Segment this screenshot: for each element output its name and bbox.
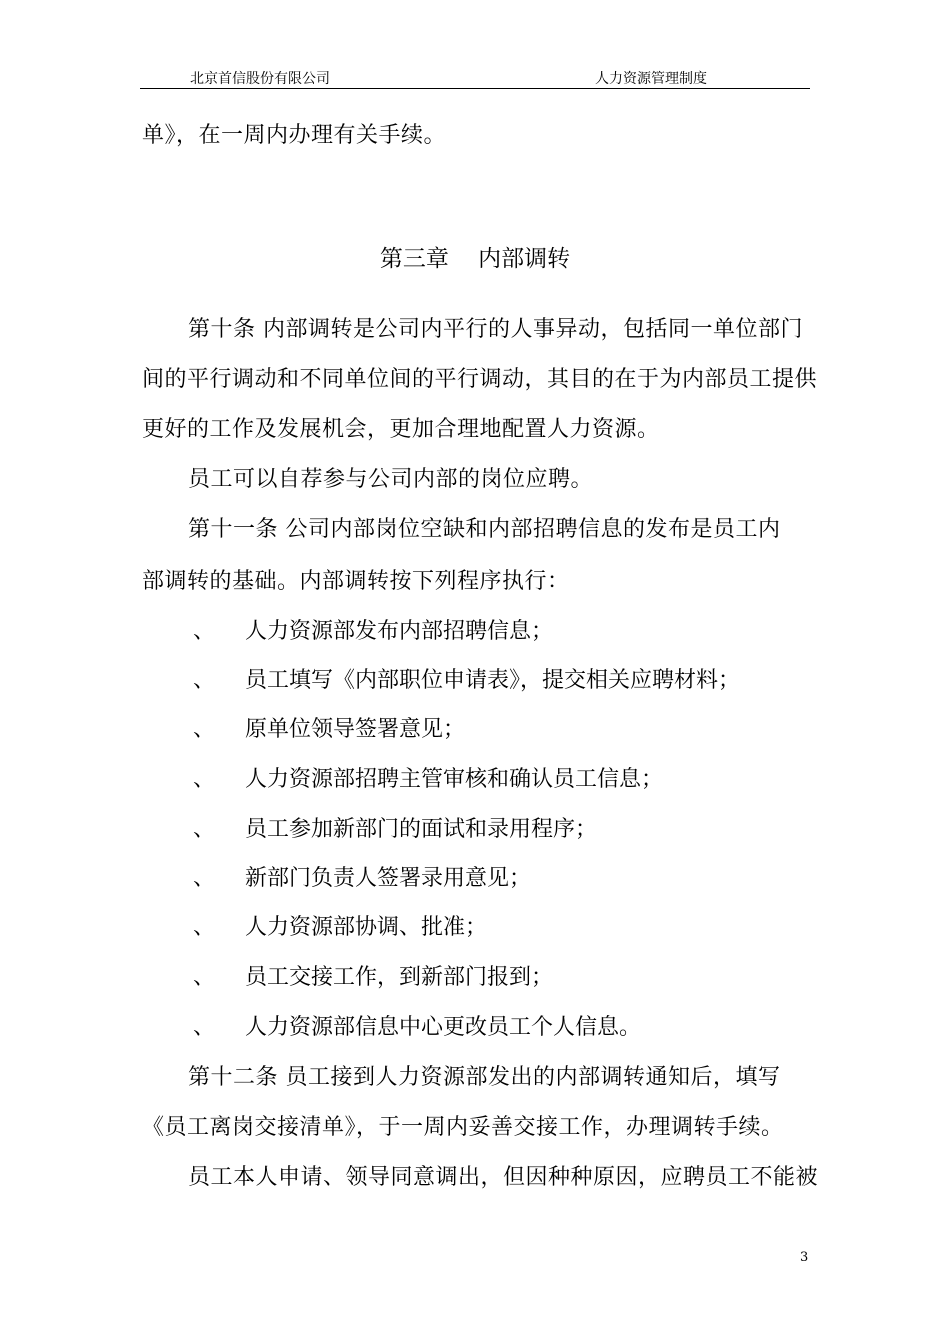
article-11-line-1: 第十一条 公司内部岗位空缺和内部招聘信息的发布是员工内 xyxy=(188,517,781,542)
procedure-step xyxy=(193,663,740,694)
procedure-step xyxy=(193,1010,641,1041)
paragraph-continuation: 单》，在一周内办理有关手续。 xyxy=(142,123,447,148)
step-text: 人力资源部信息中心更改员工个人信息。 xyxy=(245,1015,642,1040)
step-text: 员工参加新部门的面试和录用程序； xyxy=(245,817,598,842)
step-text: 员工交接工作，到新部门报到； xyxy=(245,965,554,990)
step-text: 人力资源部协调、批准； xyxy=(245,915,488,940)
final-paragraph: 员工本人申请、领导同意调出，但因种种原因，应聘员工不能被 xyxy=(188,1165,819,1190)
step-text: 人力资源部招聘主管审核和确认员工信息； xyxy=(245,767,664,792)
procedure-step xyxy=(193,910,487,941)
article-10-line-3: 更好的工作及发展机会，更加合理地配置人力资源。 xyxy=(142,417,660,442)
chapter-heading: 第三章 内部调转 xyxy=(379,246,571,272)
article-12-line-1: 第十二条 员工接到人力资源部发出的内部调转通知后，填写 xyxy=(188,1065,781,1090)
header-title: 人力资源管理制度 xyxy=(595,71,707,87)
article-10-line-1: 第十条 内部调转是公司内平行的人事异动，包括同一单位部门 xyxy=(188,317,803,342)
list-marker: 、 xyxy=(193,915,216,940)
step-text: 原单位领导签署意见； xyxy=(245,717,466,742)
page-number: 3 xyxy=(800,1250,809,1265)
page-header xyxy=(140,64,810,89)
procedure-step xyxy=(193,712,465,743)
procedure-step xyxy=(193,960,553,991)
procedure-step xyxy=(193,861,531,892)
article-10-line-2: 间的平行调动和不同单位间的平行调动，其目的在于为内部员工提供 xyxy=(142,367,818,392)
list-marker: 、 xyxy=(193,767,216,792)
list-marker: 、 xyxy=(193,866,216,891)
list-marker: 、 xyxy=(193,1015,216,1040)
step-text: 新部门负责人签署录用意见； xyxy=(245,866,532,891)
list-marker: 、 xyxy=(193,619,216,644)
step-text: 人力资源部发布内部招聘信息； xyxy=(245,619,554,644)
list-marker: 、 xyxy=(193,817,216,842)
procedure-step xyxy=(193,614,553,645)
procedure-step xyxy=(193,762,663,793)
list-marker: 、 xyxy=(193,717,216,742)
article-11-line-2: 部调转的基础。内部调转按下列程序执行： xyxy=(142,569,570,594)
header-company: 北京首信股份有限公司 xyxy=(190,71,330,87)
article-12-line-2: 《员工离岗交接清单》，于一周内妥善交接工作，办理调转手续。 xyxy=(142,1115,784,1140)
step-text: 员工填写《内部职位申请表》，提交相关应聘材料； xyxy=(245,668,741,693)
self-recommend-paragraph: 员工可以自荐参与公司内部的岗位应聘。 xyxy=(188,467,594,492)
list-marker: 、 xyxy=(193,965,216,990)
list-marker: 、 xyxy=(193,668,216,693)
procedure-step xyxy=(193,812,597,843)
